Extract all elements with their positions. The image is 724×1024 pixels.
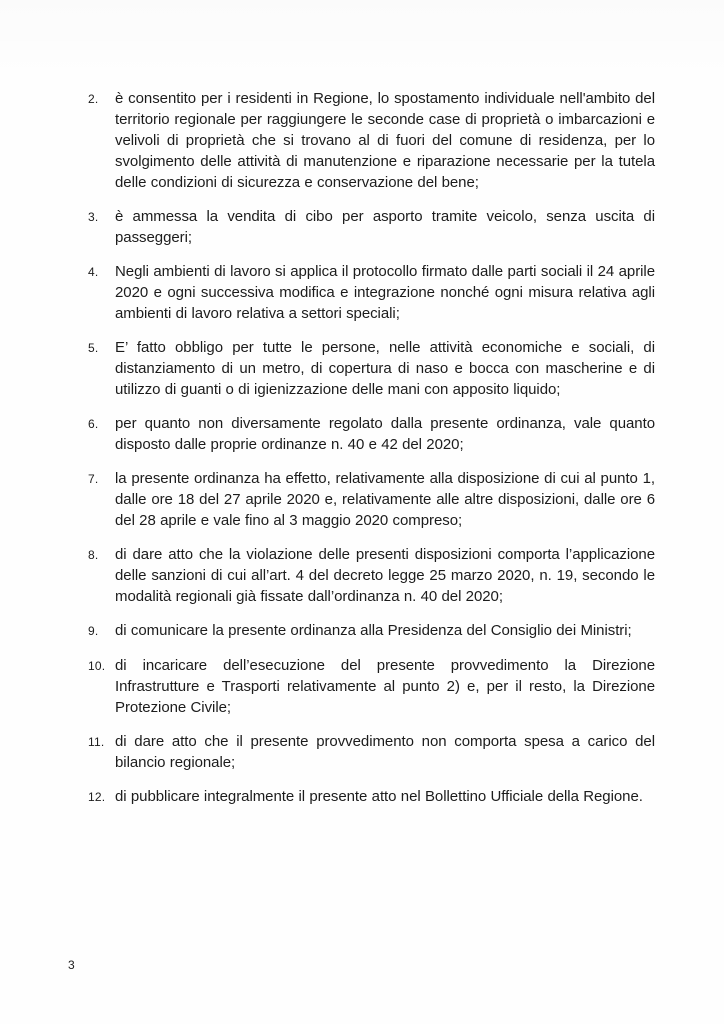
list-item <box>88 88 655 193</box>
list-item <box>88 468 655 531</box>
list-item-text: di dare atto che il presente provvedimento non comporta spesa a carico del bilancio regionale; <box>115 733 655 771</box>
list-item-text: è ammessa la vendita di cibo per asporto tramite veicolo, senza uscita di passeggeri; <box>115 208 655 246</box>
list-item <box>88 413 655 455</box>
list-item-text: per quanto non diversamente regolato dalla presente ordinanza, vale quanto disposto dalle proprie ordinanze n. 40 e 42 del 2020; <box>115 415 655 453</box>
list-item-number: 12. <box>88 790 106 804</box>
list-item-text: di dare atto che la violazione delle presenti disposizioni comporta l’applicazione delle sanzioni di cui all’art. 4 del decreto legge 25 marzo 2020, n. 19, secondo le modalità regionali già fissate dall’ordinanza n. 40 del 2020; <box>115 546 655 605</box>
list-item-number: 6. <box>88 417 99 431</box>
list-item-number: 8. <box>88 548 99 562</box>
list-item-number: 10. <box>88 659 106 673</box>
list-item <box>88 786 655 808</box>
list-item <box>88 620 655 642</box>
list-item-number: 4. <box>88 265 99 279</box>
list-item-number: 11. <box>88 735 105 749</box>
list-item <box>88 731 655 773</box>
list-item-text: la presente ordinanza ha effetto, relativamente alla disposizione di cui al punto 1, dalle ore 18 del 27 aprile 2020 e, relativamente alle altre disposizioni, dalle ore 6 del 28 aprile e vale fino al 3 maggio 2020 compreso; <box>115 470 655 529</box>
list-item-text: è consentito per i residenti in Regione, lo spostamento individuale nell'ambito del territorio regionale per raggiungere le seconde case di proprietà o imbarcazioni e velivoli di proprietà che si trovano al di fuori del comune di residenza, per lo svolgimento delle attività di manutenzione e riparazione necessarie per la tutela delle condizioni di sicurezza e conservazione del bene; <box>115 90 655 191</box>
list-item-text: di incaricare dell’esecuzione del presente provvedimento la Direzione Infrastrutture e Trasporti relativamente al punto 2) e, per il resto, la Direzione Protezione Civile; <box>115 657 655 716</box>
list-item-text: di comunicare la presente ordinanza alla Presidenza del Consiglio dei Ministri; <box>115 622 632 639</box>
list-item <box>88 544 655 607</box>
ordinance-list <box>88 88 655 821</box>
list-item-text: di pubblicare integralmente il presente atto nel Bollettino Ufficiale della Regione. <box>115 788 643 805</box>
list-item-text: E’ fatto obbligo per tutte le persone, nelle attività economiche e sociali, di distanziamento di un metro, di copertura di naso e bocca con mascherine e di utilizzo di guanti o di igienizzazione delle mani con apposito liquido; <box>115 339 655 398</box>
page-number: 3 <box>68 958 75 972</box>
list-item <box>88 655 655 718</box>
list-item <box>88 337 655 400</box>
list-item-number: 7. <box>88 472 99 486</box>
list-item <box>88 261 655 324</box>
list-item-text: Negli ambienti di lavoro si applica il protocollo firmato dalle parti sociali il 24 aprile 2020 e ogni successiva modifica e integrazione nonché ogni misura relativa agli ambienti di lavoro relativa a settori speciali; <box>115 263 655 322</box>
list-item <box>88 206 655 248</box>
list-item-number: 3. <box>88 210 99 224</box>
list-item-number: 5. <box>88 341 99 355</box>
list-item-number: 2. <box>88 92 99 106</box>
list-item-number: 9. <box>88 624 99 638</box>
